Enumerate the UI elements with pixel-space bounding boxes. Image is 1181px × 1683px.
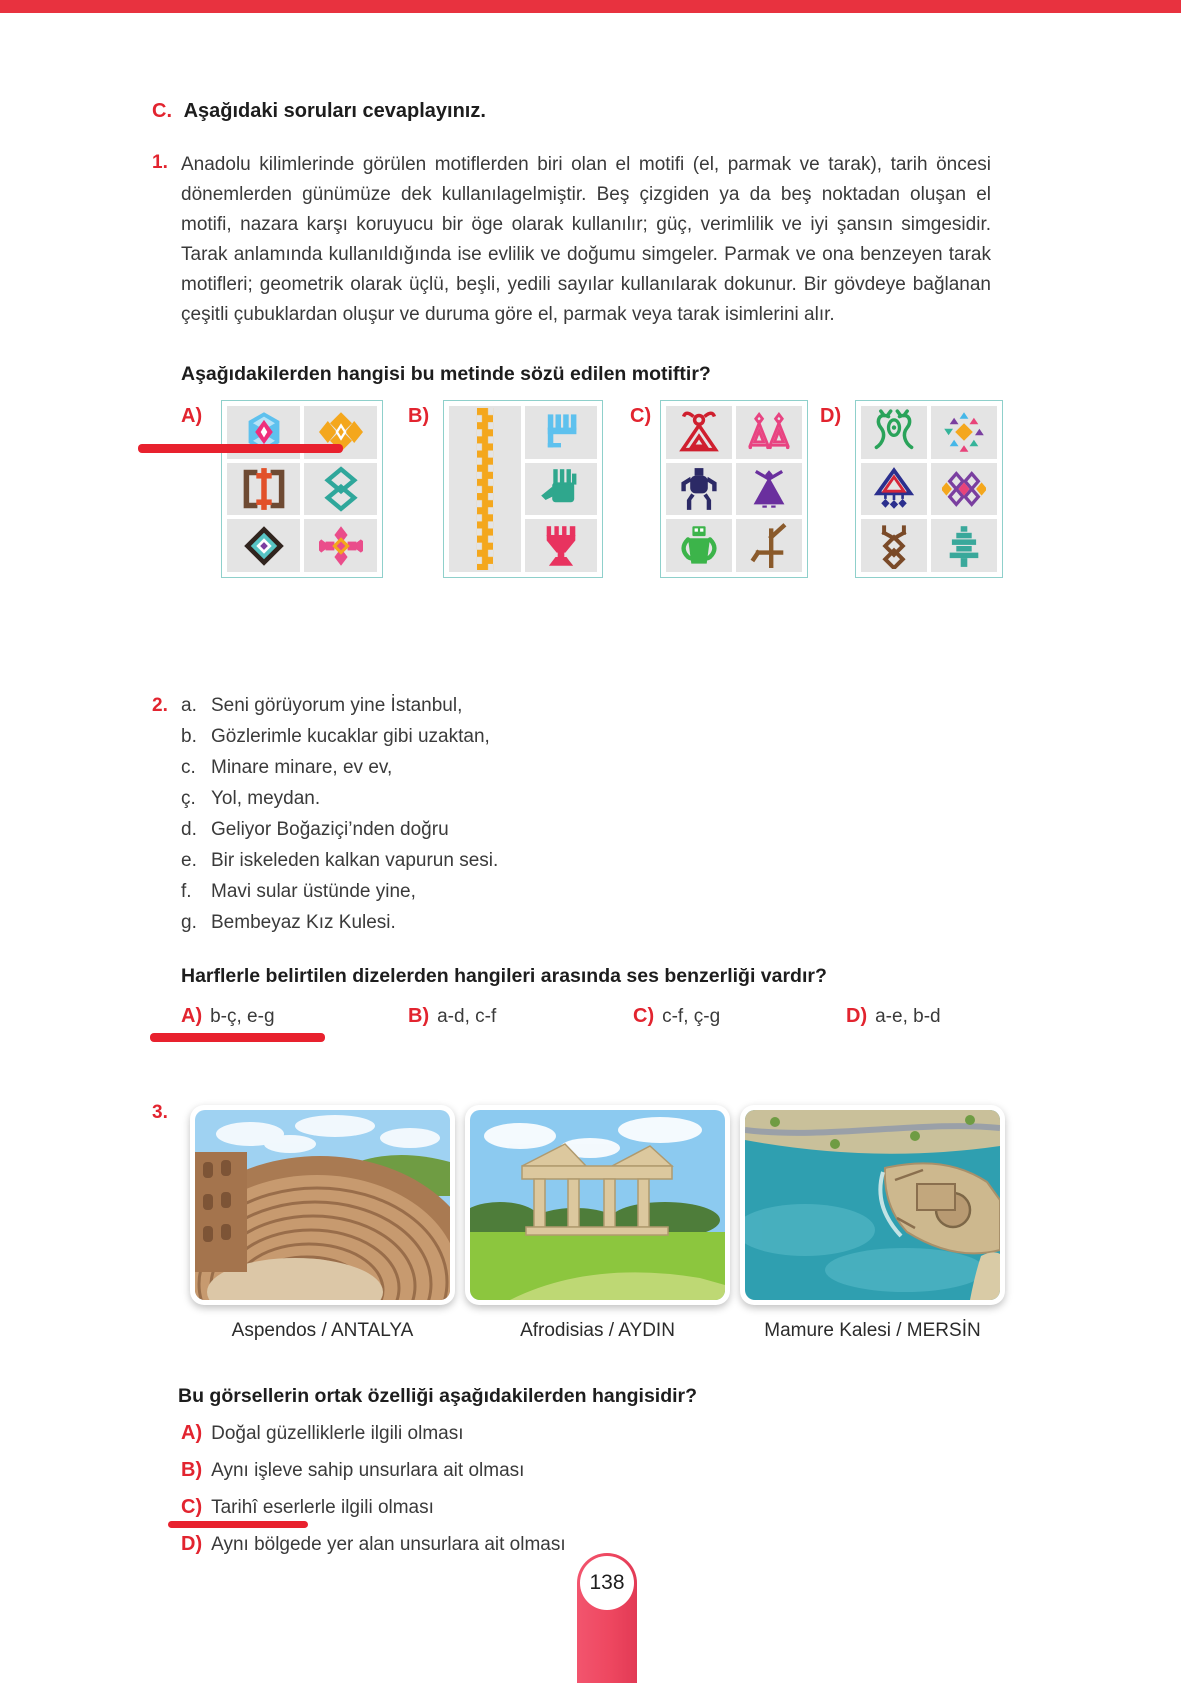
bracket-hook-motif-icon xyxy=(227,463,300,516)
photo-afrodisias xyxy=(465,1105,730,1305)
q2-question: Harflerle belirtilen dizelerden hangileri arasında ses benzerliği vardır? xyxy=(181,965,827,987)
blue-comb-icon xyxy=(525,406,597,459)
brown-hooked-staff-icon xyxy=(736,519,802,572)
q1-option-c-motifs xyxy=(660,400,808,578)
q3-option-c: C) Tarihî eserlerle ilgili olması xyxy=(181,1496,434,1518)
q1-option-a-label: A) xyxy=(181,405,203,427)
q3-option-b: B) Aynı işleve sahip unsurlara ait olması xyxy=(181,1459,525,1481)
q2-line-g: g. Bembeyaz Kız Kulesi. xyxy=(181,912,396,933)
elibelinde-red-icon xyxy=(666,406,732,459)
diamond-cluster-icon xyxy=(931,463,997,516)
q3-question: Bu görsellerin ortak özelliği aşağıdakilerden hangisidir? xyxy=(178,1385,698,1407)
page-number-badge xyxy=(580,1556,634,1610)
section-label: C. xyxy=(152,100,172,122)
q3-number: 3. xyxy=(152,1102,168,1123)
double-diamond-chain-icon xyxy=(304,463,377,516)
teal-pine-tree-icon xyxy=(931,519,997,572)
twin-tent-figures-icon xyxy=(736,406,802,459)
q2-line-b: b. Gözlerimle kucaklar gibi uzaktan, xyxy=(181,726,490,747)
q1-answer-underline xyxy=(138,444,343,453)
top-red-bar xyxy=(0,0,1181,13)
q2-number: 2. xyxy=(152,695,168,716)
q2-option-c: C) c-f, ç-g xyxy=(633,1005,721,1027)
ram-horn-green-icon xyxy=(861,406,927,459)
caption-afrodisias: Afrodisias / AYDIN xyxy=(520,1320,675,1341)
section-header xyxy=(152,100,486,123)
q2-option-b: B) a-d, c-f xyxy=(408,1005,497,1027)
amulet-triangle-icon xyxy=(861,463,927,516)
caption-aspendos: Aspendos / ANTALYA xyxy=(231,1320,414,1341)
q2-line-d: d. Geliyor Boğaziçi’nden doğru xyxy=(181,819,449,840)
caption-mamure: Mamure Kalesi / MERSİN xyxy=(764,1320,981,1341)
photo-mamure xyxy=(740,1105,1005,1305)
q2-line-a: a. Seni görüyorum yine İstanbul, xyxy=(181,695,463,716)
q2-line-f: f. Mavi sular üstünde yine, xyxy=(181,881,416,902)
green-figure-icon xyxy=(666,519,732,572)
pink-star-burst-icon xyxy=(304,519,377,572)
q3-option-d: D) Aynı bölgede yer alan unsurlara ait olması xyxy=(181,1533,566,1555)
q1-text: Anadolu kilimlerinde görülen motiflerden biri olan el motifi (el, parmak ve tarak), tarih öncesi dönemlerden günümüze dek kullanılagelmiştir. Beş çizgiden ya da beş noktadan oluşan el motifi, nazara karşı koruyucu bir öge olarak kullanılır; güç, verimlilik ve iyi şansın simgesidir. Tarak anlamında kullanıldığında ise evlilik ve doğumu simgeler. Parmak ve ona benzeyen tarak motifleri; geometrik olarak üçlü, beşli, yedili sayılar kullanılarak dokunur. Bir gövdeye bağlanan çeşitli çubuklardan oluşur ve duruma göre el, parmak veya tarak isimlerini alır. xyxy=(181,154,991,325)
navy-human-figure-icon xyxy=(666,463,732,516)
brown-double-hook-icon xyxy=(861,519,927,572)
page-number: 138 xyxy=(589,1571,625,1594)
green-hand-icon xyxy=(525,463,597,516)
q1-question: Aşağıdakilerden hangisi bu metinde sözü edilen motiftir? xyxy=(181,363,711,385)
q2-line-ç: ç. Yol, meydan. xyxy=(181,788,321,809)
q2-line-c: c. Minare minare, ev ev, xyxy=(181,757,393,778)
nested-eye-diamond-icon xyxy=(227,519,300,572)
q1-option-a-motifs xyxy=(221,400,383,578)
q2-option-d: D) a-e, b-d xyxy=(846,1005,941,1027)
q2-option-a: A) b-ç, e-g xyxy=(181,1005,275,1027)
q1-option-c-label: C) xyxy=(630,405,652,427)
multicolor-diamond-icon xyxy=(931,406,997,459)
photo-aspendos xyxy=(190,1105,455,1305)
q3-answer-underline xyxy=(168,1521,308,1528)
q2-answer-underline xyxy=(150,1033,325,1042)
purple-skirt-figure-icon xyxy=(736,463,802,516)
section-title: Aşağıdaki soruları cevaplayınız. xyxy=(183,100,486,122)
q1-option-d-label: D) xyxy=(820,405,842,427)
q2-line-e: e. Bir iskeleden kalkan vapurun sesi. xyxy=(181,850,499,871)
q1-option-d-motifs xyxy=(855,400,1003,578)
red-comb-goblet-icon xyxy=(525,519,597,572)
q3-option-a: A) Doğal güzelliklerle ilgili olması xyxy=(181,1422,464,1444)
zigzag-ladder-strip-icon xyxy=(449,406,521,572)
q1-number: 1. xyxy=(152,152,168,173)
q1-option-b-motifs xyxy=(443,400,603,578)
q1-option-b-label: B) xyxy=(408,405,430,427)
